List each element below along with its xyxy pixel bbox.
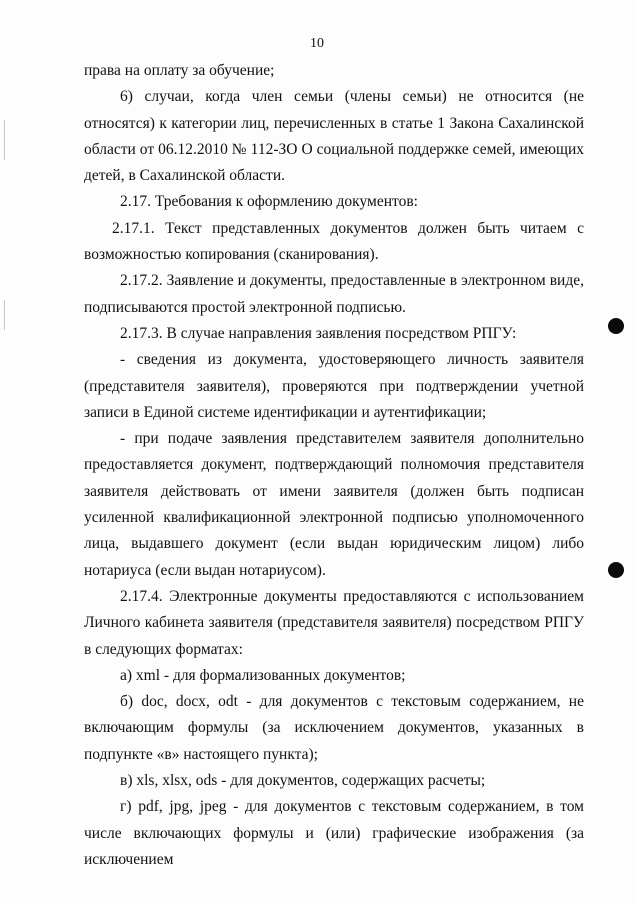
page-number: 10 — [310, 36, 324, 51]
document-body — [84, 58, 584, 873]
punch-hole — [608, 318, 624, 334]
paragraph-identity-check: - сведения из документа, удостоверяющего личность заявителя (представителя заявителя), проверяются при подтверждении учетной записи в Единой системе идентификации и аутентификации; — [84, 351, 584, 421]
paragraph-2-17-1: 2.17.1. Текст представленных документов должен быть читаем с возможностью копирования (сканирования). — [84, 219, 584, 264]
paragraph-format-v: в) xls, xlsx, ods - для документов, содержащих расчеты; — [120, 772, 486, 790]
paragraph-2-17-3: 2.17.3. В случае направления заявления посредством РПГУ: — [120, 324, 517, 342]
paragraph-2-17-2: 2.17.2. Заявление и документы, предоставленные в электронном виде, подписываются простой электронной подписью. — [84, 272, 584, 316]
paragraph-representative: - при подаче заявления представителем заявителя дополнительно предоставляется документ, подтверждающий полномочия представителя заявителя действовать от имени заявителя (должен быть подписан усиленной квалификационной электронной подписью уполномоченного лица, выдавшего документ (если выдан юридическим лицом) либо нотариуса (если выдан нотариусом). — [84, 430, 584, 579]
paragraph-continuation: права на оплату за обучение; — [84, 62, 275, 79]
paragraph-format-a: а) xml - для формализованных документов; — [120, 666, 406, 684]
paragraph-format-b: б) doc, docx, odt - для документов с текстовым содержанием, не включающим формулы (за исключением документов, указанных в подпункте «в» настоящего пункта); — [84, 693, 584, 763]
paragraph-format-g: г) pdf, jpg, jpeg - для документов с текстовым содержанием, в том числе включающих формулы и (или) графические изображения (за исключением — [84, 798, 584, 868]
paragraph-section-2-17: 2.17. Требования к оформлению документов: — [120, 193, 418, 211]
scan-edge-mark — [4, 120, 5, 160]
scan-edge-mark — [4, 300, 5, 330]
punch-hole — [608, 562, 624, 578]
paragraph-2-17-4: 2.17.4. Электронные документы предоставляются с использованием Личного кабинета заявителя (представителя заявителя) посредством РПГУ в следующих форматах: — [84, 587, 584, 658]
paragraph-item-6: 6) случаи, когда член семьи (члены семьи) не относится (не относятся) к категории лиц, перечисленных в статье 1 Закона Сахалинской области от 06.12.2010 № 112-ЗО О социальной поддержке семей, имеющих детей, в Сахалинской области. — [84, 88, 584, 185]
